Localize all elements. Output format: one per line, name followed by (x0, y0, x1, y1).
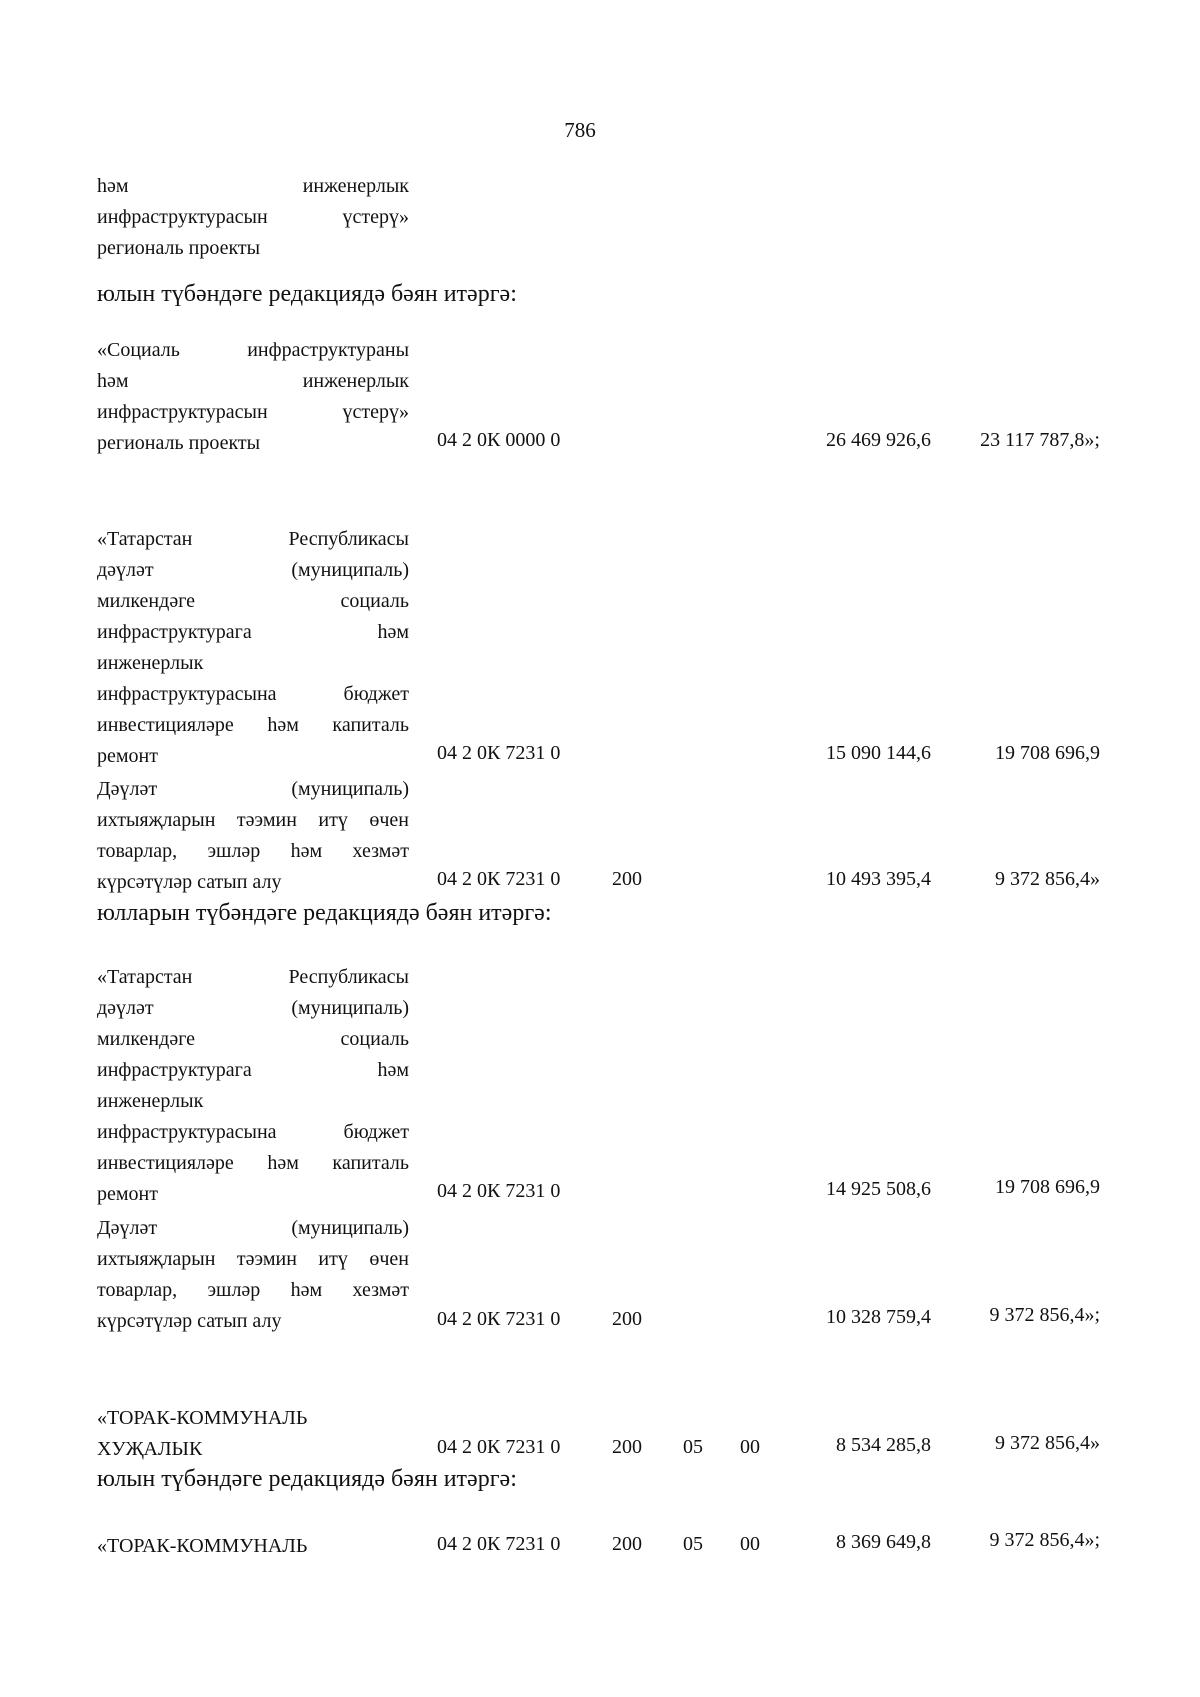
row-amount-2: 19 708 696,9 (995, 1176, 1100, 1198)
row-amount-1: 10 328 759,4 (826, 1306, 931, 1328)
row-vr: 200 (612, 1533, 642, 1555)
row-description (97, 774, 409, 898)
desc-line: инфраструктурага һәм (97, 1059, 409, 1081)
row-description (97, 1213, 409, 1337)
row-vr: 200 (612, 868, 642, 890)
desc-line: региональ проекты (97, 237, 261, 259)
desc-line: милкендәге социаль (97, 1028, 409, 1050)
row-prz: 00 (740, 1436, 760, 1458)
intro-block (97, 171, 409, 264)
desc-line: Дәүләт (муниципаль) (97, 1217, 409, 1239)
desc-line: инженерлык (97, 652, 204, 674)
desc-line: инвестицияләре һәм капиталь (97, 1152, 409, 1174)
row-amount-2: 9 372 856,4»; (989, 1529, 1100, 1551)
desc-line: инфраструктурасын үстерү» (97, 206, 409, 228)
desc-line: һәм инженерлык (97, 370, 409, 392)
row-amount-1: 8 534 285,8 (836, 1434, 931, 1456)
desc-line: ихтыяҗларын тәэмин итү өчен (97, 1248, 409, 1270)
row-amount-2: 19 708 696,9 (995, 742, 1100, 764)
desc-line: инженерлык (97, 1090, 204, 1112)
row-amount-1: 15 090 144,6 (826, 742, 931, 764)
row-code: 04 2 0К 7231 0 (437, 868, 561, 890)
row-code: 04 2 0К 7231 0 (437, 1180, 561, 1202)
desc-line: Дәүләт (муниципаль) (97, 778, 409, 800)
row-amount-2: 9 372 856,4» (995, 1432, 1100, 1454)
row-code: 04 2 0К 7231 0 (437, 1533, 561, 1555)
row-amount-1: 14 925 508,6 (826, 1178, 931, 1200)
row-amount-1: 26 469 926,6 (826, 429, 931, 451)
desc-line: ремонт (97, 1183, 158, 1205)
row-amount-1: 8 369 649,8 (836, 1531, 931, 1553)
row-amount-2: 23 117 787,8»; (980, 429, 1100, 451)
desc-line: «ТОРАК-КОММУНАЛЬ (97, 1535, 308, 1557)
row-description (97, 1403, 409, 1465)
desc-line: күрсәтүләр сатып алу (97, 871, 282, 893)
row-description (97, 335, 409, 459)
row-rz: 05 (683, 1436, 703, 1458)
desc-line: региональ проекты (97, 432, 261, 454)
desc-line: дәүләт (муниципаль) (97, 559, 409, 581)
desc-line: «Татарстан Республикасы (97, 966, 409, 988)
row-amount-2: 9 372 856,4» (995, 868, 1100, 890)
desc-line: һәм инженерлык (97, 175, 409, 197)
desc-line: инфраструктурасына бюджет (97, 683, 409, 705)
desc-line: «Татарстан Республикасы (97, 528, 409, 550)
desc-line: дәүләт (муниципаль) (97, 997, 409, 1019)
desc-line: инвестицияләре һәм капиталь (97, 714, 409, 736)
desc-line: «ТОРАК-КОММУНАЛЬ (97, 1407, 308, 1429)
row-amount-2: 9 372 856,4»; (989, 1304, 1100, 1326)
row-amount-1: 10 493 395,4 (826, 868, 931, 890)
instruction-line: юлын түбәндәге редакциядә бәян итәргә: (97, 1466, 517, 1492)
row-description (97, 524, 409, 772)
row-code: 04 2 0К 0000 0 (437, 429, 561, 451)
desc-line: товарлар, эшләр һәм хезмәт (97, 840, 409, 862)
row-description (97, 1531, 409, 1562)
desc-line: ихтыяҗларын тәэмин итү өчен (97, 809, 409, 831)
row-rz: 05 (683, 1533, 703, 1555)
desc-line: ремонт (97, 745, 158, 767)
row-code: 04 2 0К 7231 0 (437, 742, 561, 764)
desc-line: күрсәтүләр сатып алу (97, 1310, 282, 1332)
row-prz: 00 (740, 1533, 760, 1555)
page-number: 786 (564, 118, 596, 142)
desc-line: товарлар, эшләр һәм хезмәт (97, 1279, 409, 1301)
desc-line: «Социаль инфраструктураны (97, 339, 409, 361)
desc-line: ХУҖАЛЫК (97, 1438, 203, 1460)
desc-line: инфраструктурасын үстерү» (97, 401, 409, 423)
desc-line: инфраструктурасына бюджет (97, 1121, 409, 1143)
desc-line: милкендәге социаль (97, 590, 409, 612)
row-code: 04 2 0К 7231 0 (437, 1436, 561, 1458)
row-vr: 200 (612, 1308, 642, 1330)
row-description (97, 962, 409, 1210)
desc-line: инфраструктурага һәм (97, 621, 409, 643)
instruction-line: юлын түбәндәге редакциядә бәян итәргә: (97, 281, 517, 307)
row-vr: 200 (612, 1436, 642, 1458)
instruction-line: юлларын түбәндәге редакциядә бәян итәргә: (97, 900, 552, 926)
row-code: 04 2 0К 7231 0 (437, 1308, 561, 1330)
